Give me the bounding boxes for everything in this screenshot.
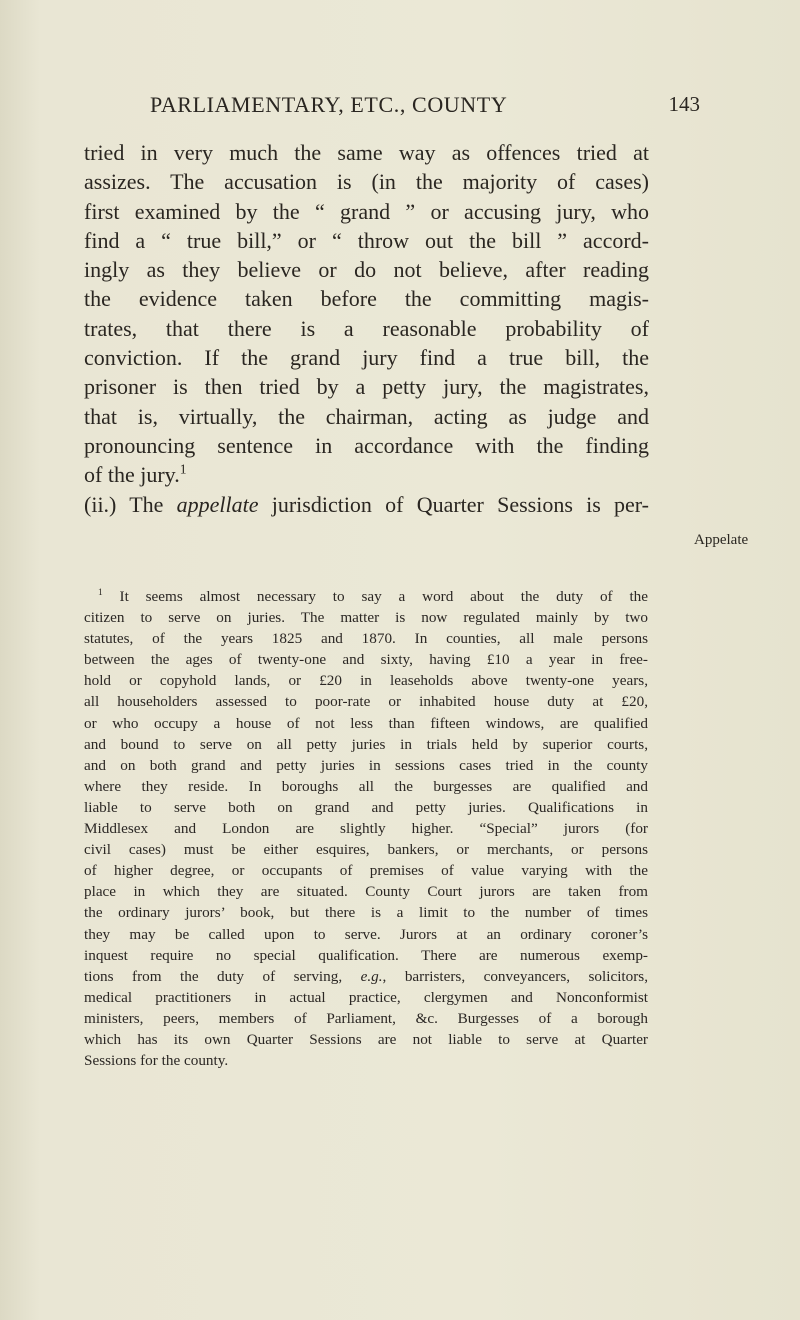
footnote-line: inquest require no special qualification. There are numerous exemp-	[84, 946, 648, 964]
footnote-reference: 1	[179, 461, 187, 477]
footnote-line: ministers, peers, members of Parliament, &c. Burgesses of a borough	[84, 1009, 648, 1027]
footnote-line: civil cases) must be either esquires, bankers, or merchants, or persons	[84, 841, 648, 859]
footnote-line: and on both grand and petty juries in sessions cases tried in the county	[84, 756, 648, 774]
body-line: tried in very much the same way as offences tried at	[84, 140, 649, 165]
footnote-line: or who occupy a house of not less than fifteen windows, are qualified	[84, 714, 648, 732]
footnote	[84, 586, 648, 1071]
running-head: PARLIAMENTARY, ETC., COUNTY	[150, 92, 508, 117]
footnote-line: hold or copyhold lands, or £20 in leaseholds above twenty-one years,	[84, 672, 648, 690]
body-line: conviction. If the grand jury find a true bill, the	[84, 345, 649, 371]
footnote-line: statutes, of the years 1825 and 1870. In counties, all male persons	[84, 630, 648, 648]
footnote-line: Middlesex and London are slightly higher. “Special” jurors (for	[84, 820, 648, 838]
body-line: find a “ true bill,” or “ throw out the bill ” accord-	[84, 227, 649, 253]
footnote-marker: 1	[98, 587, 103, 598]
appellate-italic: appellate	[176, 491, 259, 517]
appellate-line	[84, 490, 649, 519]
footnote-line: all householders assessed to poor-rate or inhabited house duty at £20,	[84, 693, 648, 711]
body-line: the evidence taken before the committing magis-	[84, 286, 649, 312]
footnote-line-text: It seems almost necessary to say a word about the duty of the	[102, 588, 648, 605]
body-line: assizes. The accusation is (in the majority of cases)	[84, 169, 649, 195]
body-line: trates, that there is a reasonable probability of	[84, 315, 649, 341]
footnote-line: liable to serve both on grand and petty juries. Qualifications in	[84, 798, 648, 816]
appellate-prefix: (ii.) The	[84, 491, 177, 517]
page-number: 143	[668, 92, 700, 116]
footnote-line: where they reside. In boroughs all the burgesses are qualified and	[84, 777, 648, 795]
footnote-line: they may be called upon to serve. Jurors at an ordinary coroner’s	[84, 925, 648, 943]
footnote-line: of higher degree, or occupants of premises of value varying with the	[84, 862, 648, 880]
footnote-line: medical practitioners in actual practice, clergymen and Nonconformist	[84, 988, 648, 1006]
body-line: first examined by the “ grand ” or accusing jury, who	[84, 198, 649, 224]
body-line-last	[84, 460, 649, 489]
eg-suffix: , barristers, conveyancers, solicitors,	[382, 967, 648, 985]
footnote-line: which has its own Quarter Sessions are not liable to serve at Quarter	[84, 1030, 648, 1048]
margin-note: Appelate	[694, 532, 749, 548]
body-line-last-text: of the jury.	[84, 462, 180, 488]
footnote-line: the ordinary jurors’ book, but there is a limit to the number of times	[84, 904, 648, 922]
footnote-line: place in which they are situated. County Court jurors are taken from	[84, 883, 648, 901]
eg-prefix: tions from the duty of serving,	[84, 967, 361, 985]
appellate-suffix: jurisdiction of Quarter Sessions is per-	[258, 491, 649, 517]
footnote-line: between the ages of twenty-one and sixty, having £10 a year in free-	[84, 651, 648, 669]
footnote-line-eg	[84, 966, 648, 987]
body-line: ingly as they believe or do not believe, after reading	[84, 257, 649, 283]
body-paragraph	[84, 138, 649, 519]
footnote-line: citizen to serve on juries. The matter is now regulated mainly by two	[84, 609, 648, 627]
footnote-line: and bound to serve on all petty juries in trials held by superior courts,	[84, 735, 648, 753]
eg-italic: e.g.	[360, 967, 383, 985]
body-line: prisoner is then tried by a petty jury, the magistrates,	[84, 374, 649, 400]
footnote-line-last: Sessions for the county.	[84, 1052, 229, 1070]
footnote-line	[84, 586, 648, 607]
body-line: pronouncing sentence in accordance with the finding	[84, 432, 649, 458]
body-line: that is, virtually, the chairman, acting as judge and	[84, 403, 649, 429]
